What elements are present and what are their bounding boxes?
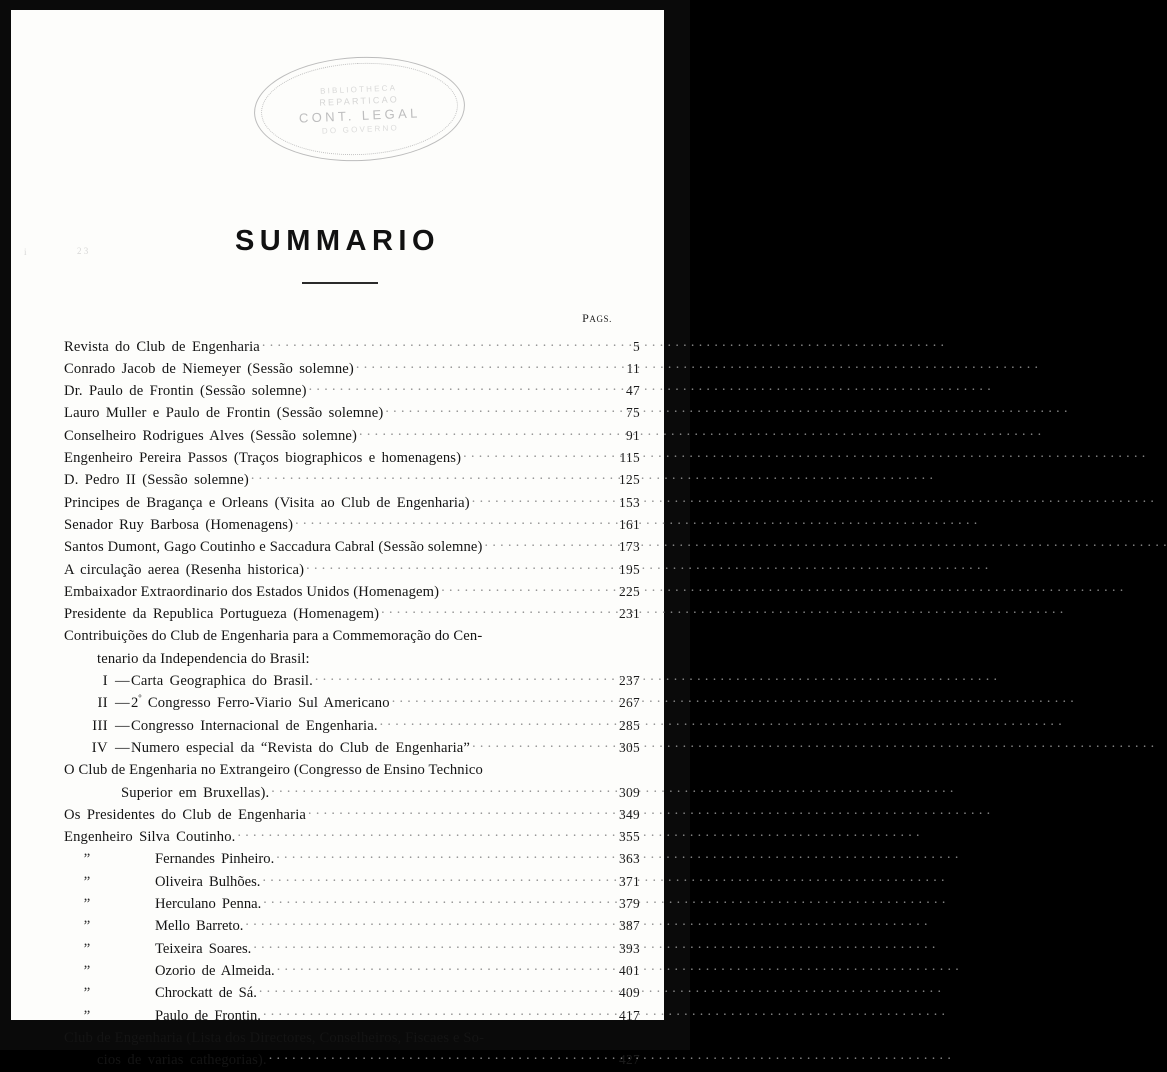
toc-subentry[interactable] xyxy=(64,670,640,692)
toc-entry-label: Santos Dumont, Gago Coutinho e Saccadura Cabral (Sessão solemne) xyxy=(64,539,483,556)
engineer-entry[interactable] xyxy=(64,1005,640,1027)
title-rule xyxy=(302,282,378,284)
toc-page-number: 125 xyxy=(619,472,640,488)
dot-leader xyxy=(485,760,603,775)
engineer-entry[interactable] xyxy=(64,871,640,893)
dot-leader xyxy=(472,492,603,507)
toc-entry[interactable] xyxy=(64,470,640,492)
stamp-line-2: REPARTICAO xyxy=(319,93,400,108)
dot-leader xyxy=(472,737,603,752)
ditto-mark: ” xyxy=(83,896,91,913)
toc-page-number: 349 xyxy=(619,806,640,822)
toc-page-number: 309 xyxy=(619,784,640,800)
dot-leader xyxy=(276,849,603,864)
extrangeiro-text-1: O Club de Engenharia no Extrangeiro (Congresso de Ensino Technico xyxy=(64,762,484,779)
subentry-numeral: IV xyxy=(91,739,108,756)
toc-subentry[interactable] xyxy=(64,715,640,737)
toc-entry-label: Conrado Jacob de Niemeyer (Sessão solemne) xyxy=(64,360,354,377)
subentry-dash: — xyxy=(115,739,130,756)
contribution-group-heading-line2 xyxy=(64,648,640,670)
dot-leader xyxy=(392,693,603,708)
toc-entry-label: A circulação aerea (Resenha historica) xyxy=(64,561,305,578)
toc-entry[interactable] xyxy=(64,381,640,403)
final-entry-line2[interactable] xyxy=(64,1050,640,1072)
dot-leader xyxy=(385,403,603,418)
toc-page-number: 305 xyxy=(619,739,640,755)
subentry-ordinal-suffix: º xyxy=(138,694,142,705)
toc-entry[interactable] xyxy=(64,358,640,380)
engineer-name: Oliveira Bulhões. xyxy=(155,873,261,890)
dot-leader xyxy=(315,670,603,685)
page-column-header xyxy=(582,311,612,326)
toc-entry-label: Os Presidentes do Club de Engenharia xyxy=(64,806,307,823)
extrangeiro-entry-line2[interactable] xyxy=(64,782,640,804)
toc-subentry[interactable] xyxy=(64,693,640,715)
toc-subentry[interactable] xyxy=(64,737,640,759)
dot-leader xyxy=(262,336,603,351)
dot-leader xyxy=(486,1027,603,1042)
toc-page-number: 387 xyxy=(619,918,640,934)
toc-page-number: 363 xyxy=(619,851,640,867)
subentry-label-rest: Congresso Ferro-Viario Sul Americano xyxy=(141,695,390,712)
toc-entry-label: Principes de Bragança e Orleans (Visita ao Club de Engenharia) xyxy=(64,494,470,511)
engineer-name: Mello Barreto. xyxy=(155,918,244,935)
toc-entry-label: Revista do Club de Engenharia xyxy=(64,338,260,355)
toc-entry-label: Presidente da Republica Portugueza (Homenagem) xyxy=(64,606,380,623)
toc-entry-label: Conselheiro Rodrigues Alves (Sessão solemne) xyxy=(64,427,358,444)
dot-leader xyxy=(253,938,603,953)
dot-leader xyxy=(308,804,603,819)
toc-entry[interactable] xyxy=(64,581,640,603)
pags-cap: P xyxy=(582,311,590,325)
toc-entry[interactable] xyxy=(64,827,640,849)
toc-page-number: 267 xyxy=(619,695,640,711)
engineer-entry[interactable] xyxy=(64,916,640,938)
dot-leader xyxy=(463,447,603,462)
toc-entry-label: Senador Ruy Barbosa (Homenagens) xyxy=(64,516,294,533)
toc-page-number: 11 xyxy=(626,360,640,376)
ditto-mark: ” xyxy=(83,851,91,868)
dot-leader xyxy=(245,916,603,931)
dot-leader xyxy=(306,559,603,574)
toc-page-number: 91 xyxy=(626,427,640,443)
toc-page-number: 161 xyxy=(619,516,640,532)
engineer-name: Chrockatt de Sá. xyxy=(155,985,257,1002)
engineer-name: Fernandes Pinheiro. xyxy=(155,851,275,868)
toc-page-number: 379 xyxy=(619,896,640,912)
toc-page-number: 237 xyxy=(619,673,640,689)
engineer-name: Teixeira Soares. xyxy=(155,940,252,957)
stamp-line-4: DO GOVERNO xyxy=(321,122,400,136)
toc-page-number: 371 xyxy=(619,873,640,889)
toc-page-number: 393 xyxy=(619,940,640,956)
dot-leader xyxy=(485,537,603,552)
subentry-dash: — xyxy=(115,673,130,690)
subentry-dash: — xyxy=(115,695,130,712)
toc-page-number: 401 xyxy=(619,962,640,978)
dot-leader xyxy=(309,381,603,396)
toc-entry-label: Dr. Paulo de Frontin (Sessão solemne) xyxy=(64,383,307,400)
stamp-outer-ring xyxy=(252,52,467,165)
final-entry-text-2: cios de varias cathegorias). xyxy=(97,1052,267,1069)
toc-entry[interactable] xyxy=(64,804,640,826)
extrangeiro-entry-line1[interactable] xyxy=(64,760,640,782)
dot-leader xyxy=(484,626,603,641)
contribution-group-heading-line1 xyxy=(64,626,640,648)
toc-page-number: 427 xyxy=(619,1052,640,1068)
toc-page-number-blank xyxy=(606,762,640,778)
toc-entry[interactable] xyxy=(64,604,640,626)
ditto-mark: ” xyxy=(83,918,91,935)
toc-page-number-blank xyxy=(606,628,640,644)
subentry-ordinal-number: 2 xyxy=(131,695,139,712)
toc-entry[interactable] xyxy=(64,559,640,581)
final-entry-text-1: Club de Engenharia (Lista dos Directores, Conselheiros, Fiscaes e So- xyxy=(64,1029,485,1046)
engineer-entry[interactable] xyxy=(64,893,640,915)
stamp-line-3: CONT. LEGAL xyxy=(298,104,421,126)
subentry-numeral: III xyxy=(92,717,108,734)
toc-subentry-label: Numero especial da “Revista do Club de Engenharia” xyxy=(131,739,471,756)
toc-entry[interactable] xyxy=(64,403,640,425)
toc-subentry-label xyxy=(131,694,390,712)
toc-page-number: 231 xyxy=(619,606,640,622)
ditto-mark: ” xyxy=(83,940,91,957)
extrangeiro-text-2: Superior em Bruxellas). xyxy=(121,784,270,801)
toc-entry-label: Engenheiro Silva Coutinho. xyxy=(64,829,236,846)
ditto-mark: ” xyxy=(83,962,91,979)
toc-entry[interactable] xyxy=(64,514,640,536)
dot-leader xyxy=(237,827,603,842)
toc-entry[interactable] xyxy=(64,492,640,514)
document-page xyxy=(11,10,664,1069)
final-entry-line1[interactable] xyxy=(64,1027,640,1049)
toc-page-number: 195 xyxy=(619,561,640,577)
engineer-entry[interactable] xyxy=(64,938,640,960)
toc-entry[interactable] xyxy=(64,425,640,447)
contribution-heading-text-2: tenario da Independencia do Brasil: xyxy=(97,650,310,667)
toc-entry[interactable] xyxy=(64,447,640,469)
toc-page-number: 75 xyxy=(626,405,640,421)
engineer-name: Paulo de Frontin. xyxy=(155,1007,261,1024)
toc-page-number: 47 xyxy=(626,383,640,399)
toc-page-number: 285 xyxy=(619,717,640,733)
library-stamp xyxy=(252,52,467,165)
dot-leader xyxy=(277,960,603,975)
toc-page-number: 5 xyxy=(633,338,640,354)
toc-entry-label: Embaixador Extraordinario dos Estados Unidos (Homenagem) xyxy=(64,583,440,600)
stamp-inner-ring xyxy=(259,59,460,160)
page-title: SUMMARIO xyxy=(234,225,441,257)
toc-entry-label: D. Pedro II (Sessão solemne) xyxy=(64,472,249,489)
dot-leader xyxy=(259,983,603,998)
dot-leader xyxy=(380,715,603,730)
toc-page-number-blank xyxy=(606,1030,640,1046)
toc-entry[interactable] xyxy=(64,336,640,358)
ditto-mark: ” xyxy=(83,873,91,890)
pags-small: AGS. xyxy=(589,314,612,324)
dot-leader xyxy=(263,1005,603,1020)
engineer-name: Ozorio de Almeida. xyxy=(155,962,275,979)
dot-leader xyxy=(271,782,603,797)
toc-page-number: 355 xyxy=(619,829,640,845)
toc-page-number: 115 xyxy=(619,450,640,466)
dot-leader xyxy=(263,893,603,908)
toc-page-number: 225 xyxy=(619,583,640,599)
toc-page-number-blank xyxy=(606,651,640,667)
subentry-numeral: II xyxy=(97,695,108,712)
ditto-mark: ” xyxy=(83,985,91,1002)
dot-leader xyxy=(359,425,603,440)
toc-page-number: 153 xyxy=(619,494,640,510)
toc-subentry-label: Congresso Internacional de Engenharia. xyxy=(131,717,378,734)
table-of-contents xyxy=(64,336,640,1072)
toc-page-number: 409 xyxy=(619,985,640,1001)
dot-leader xyxy=(262,871,603,886)
dot-leader xyxy=(441,581,603,596)
toc-entry-label: Engenheiro Pereira Passos (Traços biographicos e homenagens) xyxy=(64,450,462,467)
toc-page-number: 173 xyxy=(619,539,640,555)
toc-subentry-label: Carta Geographica do Brasil. xyxy=(131,673,313,690)
contribution-heading-text-1: Contribuições do Club de Engenharia para a Commemoração do Cen- xyxy=(64,628,483,645)
engineer-entry[interactable] xyxy=(64,960,640,982)
dot-leader xyxy=(312,648,603,663)
stamp-line-1: BIBLIOTHECA xyxy=(319,82,398,96)
dot-leader xyxy=(356,358,603,373)
engineer-name: Herculano Penna. xyxy=(155,896,262,913)
toc-entry-label: Lauro Muller e Paulo de Frontin (Sessão solemne) xyxy=(64,405,384,422)
dot-leader xyxy=(269,1050,603,1065)
toc-entry[interactable] xyxy=(64,537,640,559)
dot-leader xyxy=(381,604,603,619)
margin-mark-right: 2 3 xyxy=(77,246,89,256)
margin-mark-left: i xyxy=(24,247,27,257)
ditto-mark: ” xyxy=(83,1007,91,1024)
dot-leader xyxy=(251,470,603,485)
engineer-entry[interactable] xyxy=(64,983,640,1005)
dot-leader xyxy=(295,514,603,529)
toc-page-number: 417 xyxy=(619,1007,640,1023)
subentry-numeral: I xyxy=(102,673,108,690)
subentry-dash: — xyxy=(115,717,130,734)
engineer-entry[interactable] xyxy=(64,849,640,871)
